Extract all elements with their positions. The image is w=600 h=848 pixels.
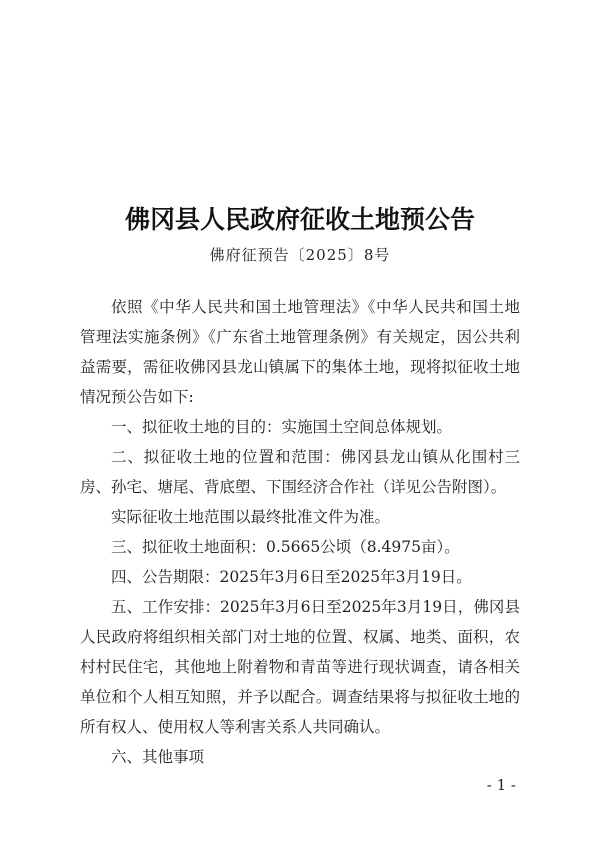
paragraph-other-matters: 六、其他事项 <box>111 748 205 766</box>
document-title: 佛冈县人民政府征收土地预公告 <box>124 205 475 234</box>
paragraph-period: 四、公告期限：2025年3月6日至2025年3月19日。 <box>111 568 472 586</box>
paragraph-purpose: 一、拟征收土地的目的：实施国土空间总体规划。 <box>111 418 453 436</box>
document-number: 佛府征预告〔2025〕8号 <box>209 246 391 264</box>
paragraph-area: 三、拟征收土地面积：0.5665公顷（8.4975亩）。 <box>111 538 460 556</box>
page-number: - 1 - <box>486 776 516 794</box>
paragraph-work-arrangement: 五、工作安排：2025年3月6日至2025年3月19日，佛冈县人民政府将组织相关部门对土地的位置、权属、地类、面积，农村村民住宅，其他地上附着物和青苗等进行现状调查，请各相关单位和个人相互知照，并予以配合。调查结果将与拟征收土地的所有权人、使用权人等利害关系人共同确认。 <box>80 598 520 736</box>
paragraph-preamble: 依照《中华人民共和国土地管理法》《中华人民共和国土地管理法实施条例》《广东省土地管理条例》有关规定，因公共利益需要，需征收佛冈县龙山镇属下的集体土地，现将拟征收土地情况预公告如下: <box>80 298 520 406</box>
document-body <box>80 292 520 772</box>
paragraph-scope-note: 实际征收土地范围以最终批准文件为准。 <box>111 508 391 526</box>
paragraph-location: 二、拟征收土地的位置和范围：佛冈县龙山镇从化围村三房、孙宅、塘尾、背底塱、下围经济合作社（详见公告附图）。 <box>80 448 520 496</box>
